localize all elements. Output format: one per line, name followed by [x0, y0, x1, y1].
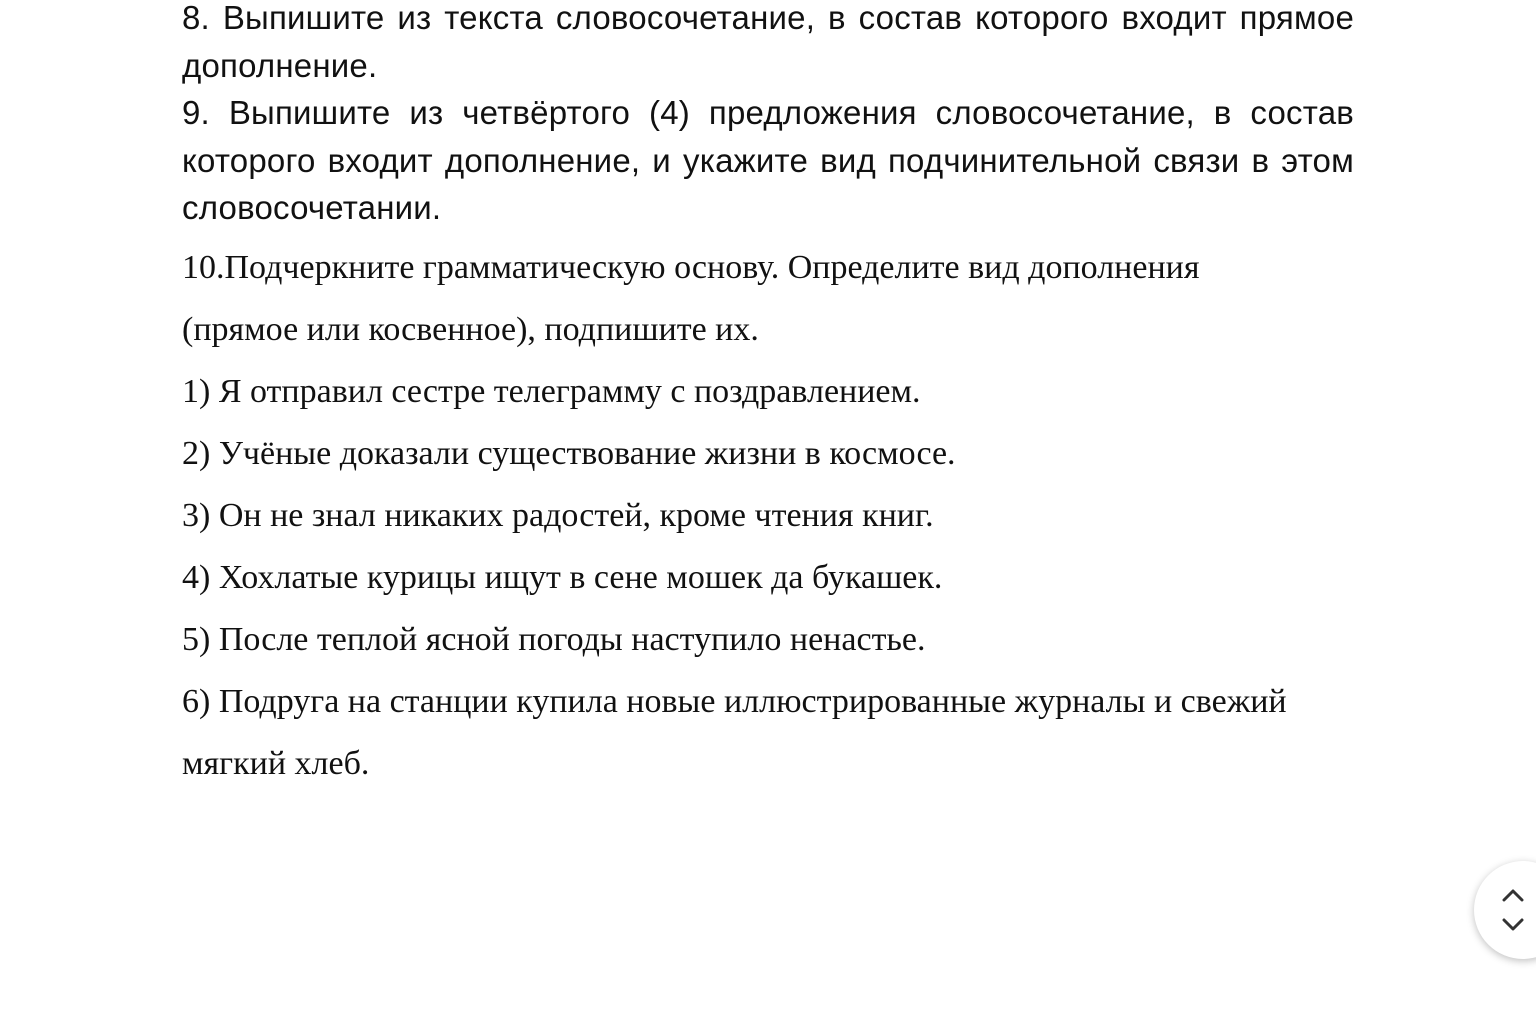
sentence-6: 6) Подруга на станции купила новые иллюстрированные журналы и свежий: [182, 682, 1287, 720]
chevron-down-icon: [1501, 918, 1525, 932]
scroll-up-button[interactable]: [1500, 885, 1526, 905]
scroll-navigation-widget: [1474, 861, 1536, 959]
question-10-line-2: (прямое или косвенное), подпишите их.: [182, 310, 759, 348]
question-10-line-1: 10.Подчеркните грамматическую основу. Определите вид дополнения: [182, 248, 1200, 286]
document-content: [182, 0, 1354, 795]
sentence-5: 5) После теплой ясной погоды наступило ненастье.: [182, 620, 926, 658]
sentence-4: 4) Хохлатые курицы ищут в сене мошек да букашек.: [182, 558, 943, 596]
sentence-2: 2) Учёные доказали существование жизни в космосе.: [182, 434, 956, 472]
question-9: 9. Выпишите из четвёртого (4) предложения словосочетание, в состав которого входит дополнение, и укажите вид подчинительной связи в этом словосочетании.: [182, 94, 1354, 226]
scroll-down-button[interactable]: [1500, 915, 1526, 935]
sentence-3: 3) Он не знал никаких радостей, кроме чтения книг.: [182, 496, 934, 534]
sentence-6-continuation: мягкий хлеб.: [182, 744, 370, 782]
question-8: 8. Выпишите из текста словосочетание, в состав которого входит прямое дополнение.: [182, 0, 1354, 84]
sentence-1: 1) Я отправил сестре телеграмму с поздравлением.: [182, 372, 921, 410]
chevron-up-icon: [1501, 888, 1525, 902]
question-10-block: [182, 237, 1354, 795]
